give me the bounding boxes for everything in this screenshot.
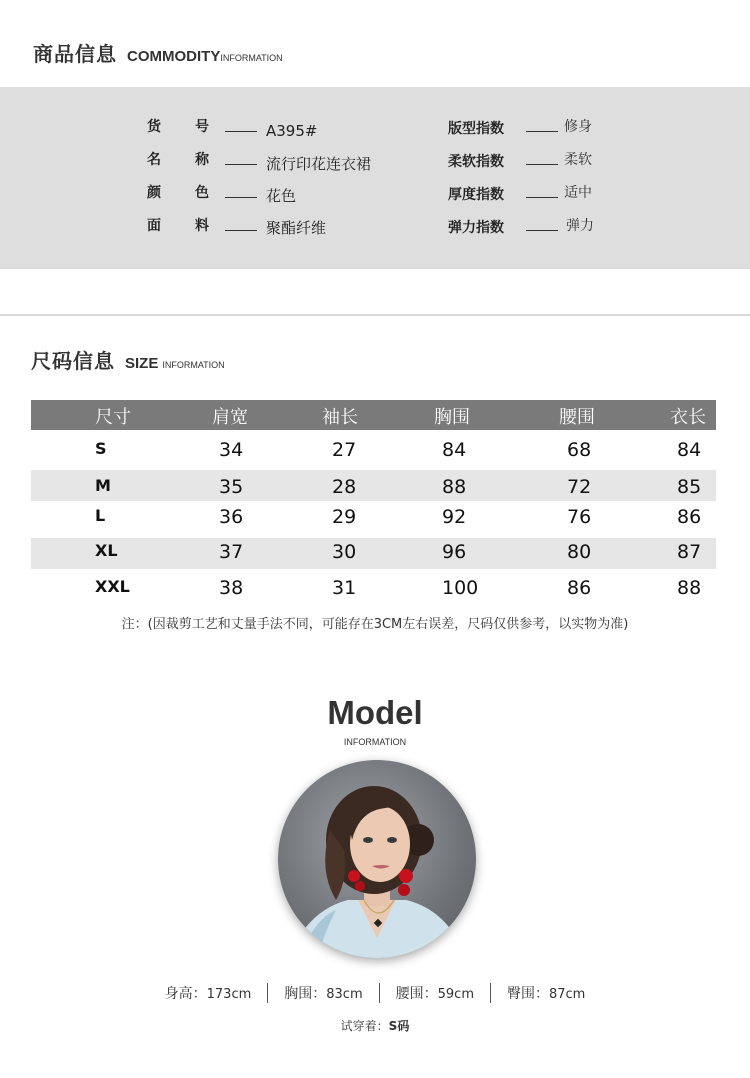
model-waist: 腰围： 59cm <box>395 986 474 1002</box>
value-cell: 86 <box>677 506 702 528</box>
header-shoulder: 肩宽 <box>212 407 248 428</box>
header-sleeve: 袖长 <box>322 407 358 428</box>
commodity-section-title <box>33 38 283 67</box>
value-cell: 88 <box>442 476 467 498</box>
value-cell: 87 <box>677 541 702 563</box>
value-cell: 80 <box>567 541 592 563</box>
model-photo <box>278 760 476 958</box>
field-value-name: 流行印花连衣裙 <box>266 155 372 173</box>
size-cell: L <box>95 506 106 525</box>
model-portrait-illustration <box>278 760 476 958</box>
fit-value: S码 <box>388 1019 410 1033</box>
model-bust: 胸围： 83cm <box>284 986 363 1002</box>
value-cell: 37 <box>219 541 244 563</box>
size-title-en-small: INFORMATION <box>162 360 225 370</box>
dash-divider <box>526 230 558 231</box>
field-value-item-no: A395# <box>266 122 318 140</box>
model-title: Model <box>327 694 423 731</box>
size-cell: S <box>95 439 107 458</box>
index-label-softness: 柔软指数 <box>448 154 504 170</box>
dash-divider <box>225 131 257 132</box>
header-waist: 腰围 <box>559 407 595 428</box>
value-cell: 35 <box>219 476 244 498</box>
index-value-fit: 修身 <box>564 119 592 135</box>
table-row <box>31 538 716 569</box>
field-label-fabric: 面 料 <box>147 218 209 234</box>
value-cell: 34 <box>219 439 244 461</box>
size-title-cn: 尺码信息 <box>31 349 115 373</box>
value-cell: 85 <box>677 476 702 498</box>
table-row <box>31 504 716 535</box>
field-value-color: 花色 <box>266 187 297 205</box>
dash-divider <box>526 197 558 198</box>
commodity-info-panel <box>0 87 750 269</box>
dash-divider <box>225 230 257 231</box>
model-fit-size <box>0 1017 750 1034</box>
header-length: 衣长 <box>670 407 706 428</box>
size-title-en: SIZE <box>125 355 159 372</box>
value-cell: 86 <box>567 577 592 599</box>
index-label-elasticity: 弹力指数 <box>448 220 504 236</box>
size-section-title <box>31 345 225 374</box>
table-row <box>31 435 716 466</box>
header-size: 尺寸 <box>95 407 131 428</box>
value-cell: 84 <box>442 439 467 461</box>
model-hip: 臀围： 87cm <box>506 986 586 1002</box>
stat-separator <box>267 983 268 1003</box>
dash-divider <box>526 164 558 165</box>
size-cell: M <box>95 476 111 495</box>
index-value-elasticity: 弹力 <box>566 218 594 234</box>
table-row <box>31 470 716 501</box>
commodity-title-cn: 商品信息 <box>33 42 117 66</box>
value-cell: 30 <box>332 541 357 563</box>
value-cell: 36 <box>219 506 244 528</box>
dash-divider <box>526 131 558 132</box>
value-cell: 84 <box>677 439 702 461</box>
value-cell: 96 <box>442 541 467 563</box>
field-label-color: 颜 色 <box>147 185 209 201</box>
size-table-header <box>31 400 716 430</box>
stat-separator <box>379 983 380 1003</box>
index-value-softness: 柔软 <box>564 152 592 168</box>
stat-separator <box>490 983 491 1003</box>
model-height: 身高： 173cm <box>164 986 252 1002</box>
value-cell: 100 <box>442 577 479 599</box>
model-stats <box>0 983 750 1003</box>
size-cell: XL <box>95 541 118 560</box>
size-cell: XXL <box>95 577 130 596</box>
fit-label: 试穿着： <box>340 1019 389 1033</box>
field-label-item-no: 货 号 <box>147 119 209 135</box>
index-value-thickness: 适中 <box>564 185 592 201</box>
table-row <box>31 573 716 604</box>
section-divider <box>0 314 750 316</box>
value-cell: 72 <box>567 476 592 498</box>
index-label-thickness: 厚度指数 <box>448 187 504 203</box>
field-value-fabric: 聚酯纤维 <box>266 219 327 237</box>
size-note: 注：(因裁剪工艺和丈量手法不同，可能存在3CM左右误差，尺码仅供参考，以实物为准) <box>121 617 629 632</box>
value-cell: 28 <box>332 476 357 498</box>
index-label-fit: 版型指数 <box>448 121 504 137</box>
commodity-title-en: COMMODITY <box>127 48 221 65</box>
commodity-title-en-small: INFORMATION <box>220 53 283 63</box>
value-cell: 31 <box>332 577 357 599</box>
value-cell: 38 <box>219 577 244 599</box>
value-cell: 29 <box>332 506 357 528</box>
value-cell: 76 <box>567 506 592 528</box>
model-subtitle: INFORMATION <box>343 737 407 747</box>
value-cell: 92 <box>442 506 467 528</box>
value-cell: 27 <box>332 439 357 461</box>
value-cell: 88 <box>677 577 702 599</box>
dash-divider <box>225 164 257 165</box>
field-label-name: 名 称 <box>147 152 209 168</box>
header-bust: 胸围 <box>434 407 470 428</box>
dash-divider <box>225 197 257 198</box>
value-cell: 68 <box>567 439 592 461</box>
